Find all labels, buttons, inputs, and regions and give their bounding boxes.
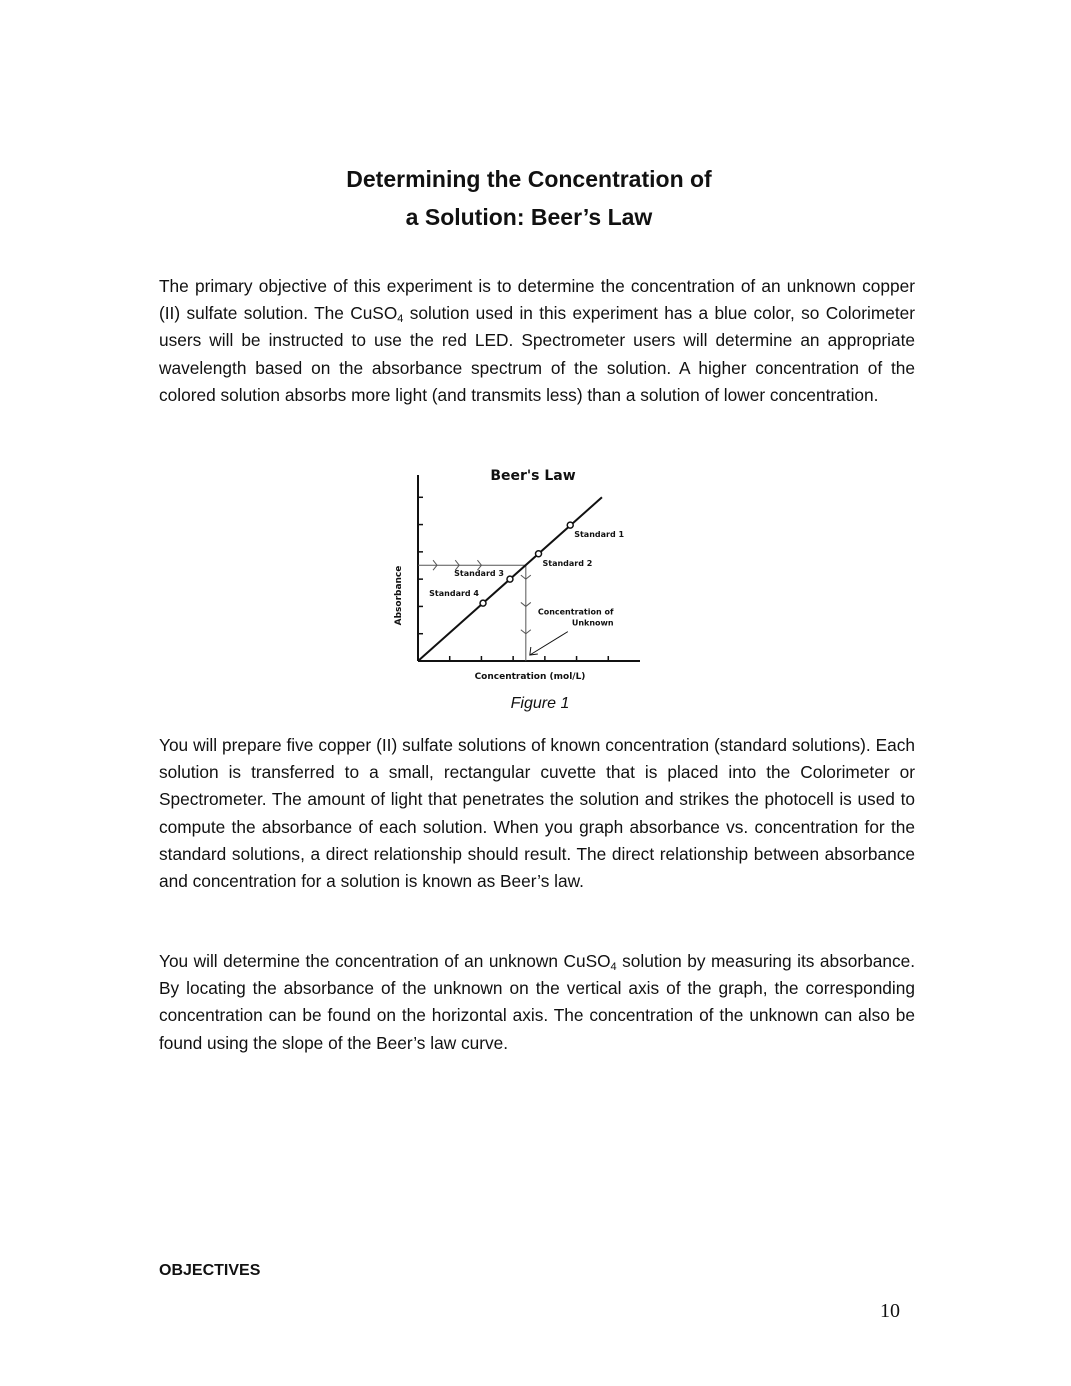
unknown-annotation-line: Unknown [571, 618, 614, 628]
section-heading-objectives: OBJECTIVES [159, 1262, 261, 1279]
standard-label: Standard 4 [429, 589, 480, 599]
procedure-paragraph: You will prepare five copper (II) sulfate solutions of known concentration (standard solutions). Each solution is transferred to a small, rectangular cuvette that is placed into the Colorimeter or Spectrometer. The amount of light that penetrates the solution and strikes the photocell is used to compute the absorbance of each solution. When you graph absorbance vs. concentration for the standard solutions, a direct relationship should result. The direct relationship between absorbance and concentration for a solution is known as Beer’s law. [159, 735, 915, 892]
chart-title: Beer's Law [490, 468, 576, 484]
beers-law-chart [390, 460, 650, 690]
title-line-2: a Solution: Beer’s Law [405, 204, 653, 230]
unknown-annotation-line: Concentration of [537, 607, 614, 617]
standard-point [480, 600, 486, 606]
unknown-text-1: You will determine the concentration of an unknown CuSO [159, 951, 611, 971]
intro-text-1: The primary objective of this experiment is to determine the concentration of an unknown copper (II) sulfate solution. The CuSO [159, 276, 915, 324]
unknown-paragraph [159, 948, 915, 1057]
unknown-text-2: solution by measuring its absorbance. By locating the absorbance of the unknown on the vertical axis of the graph, the corresponding concentration can be found on the horizontal axis. The concentration of the unknown can also be found using the slope of the Beer’s law curve. [159, 951, 915, 1053]
beers-law-figure [390, 460, 650, 690]
title-line-1: Determining the Concentration of [346, 166, 712, 192]
standard-point [567, 522, 573, 528]
intro-paragraph [159, 273, 915, 409]
chart-x-axis-label: Concentration (mol/L) [474, 672, 586, 682]
chart-y-axis-label: Absorbance [394, 565, 404, 626]
standard-label: Standard 3 [454, 569, 504, 579]
page-number: 10 [880, 1300, 900, 1322]
page-title [0, 160, 1058, 236]
unknown-annotation-pointer [530, 632, 568, 655]
standard-label: Standard 2 [542, 558, 593, 568]
unknown-subscript: 4 [610, 961, 617, 973]
standard-point [507, 576, 513, 582]
standard-point [536, 551, 542, 557]
standard-label: Standard 1 [574, 530, 625, 540]
intro-subscript: 4 [397, 313, 404, 326]
intro-text-2: solution used in this experiment has a blue color, so Colorimeter users will be instructed to use the red LED. Spectrometer users will determine an appropriate wavelength based on the absorbance spectrum of the solution. A higher concentration of the colored solution absorbs more light (and transmits less) than a solution of lower concentration. [159, 303, 915, 405]
figure-caption: Figure 1 [510, 695, 570, 712]
